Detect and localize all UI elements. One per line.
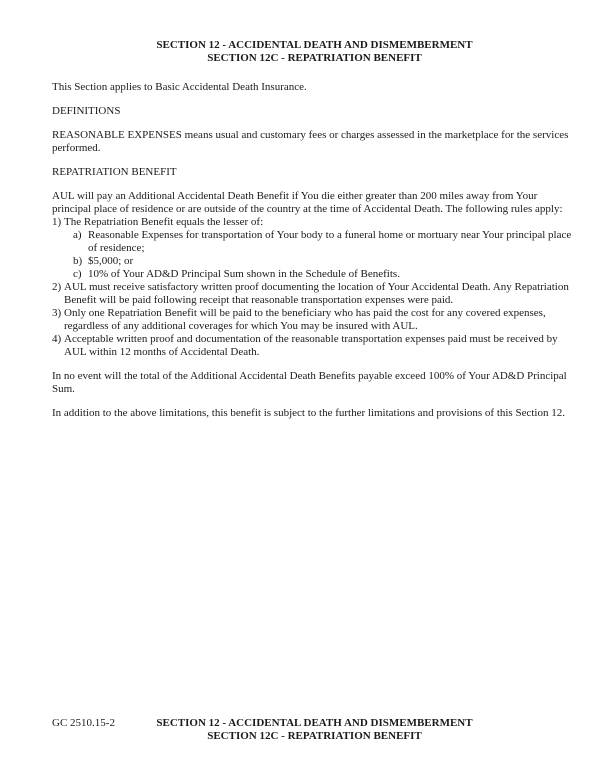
- list-item-text: AUL must receive satisfactory written proof documenting the location of Your Accidental Death. Any Repatriation Benefit will be paid following receipt that reasonable transportation expenses were paid.: [64, 281, 569, 306]
- repatriation-benefit-heading: REPATRIATION BENEFIT: [52, 166, 177, 178]
- closing-paragraph-2: In addition to the above limitations, this benefit is subject to the further limitations and provisions of this Section 12.: [52, 407, 565, 419]
- closing-paragraph-1: In no event will the total of the Additional Accidental Death Benefits payable exceed 100% of Your AD&D Principal Sum.: [52, 370, 567, 395]
- sub-list: [52, 229, 577, 281]
- sub-list-item-text: $5,000; or: [88, 255, 134, 267]
- page-header-line-2: SECTION 12C - REPATRIATION BENEFIT: [207, 52, 422, 64]
- list-item-text: Only one Repatriation Benefit will be paid to the beneficiary who has paid the cost for any covered expenses, regardless of any additional coverages for which You may be insured with AUL.: [64, 307, 546, 332]
- list-item-text: The Repatriation Benefit equals the lesser of:: [64, 216, 264, 228]
- list-item: [52, 333, 577, 359]
- definitions-heading: DEFINITIONS: [52, 105, 121, 117]
- list-item-marker: 1): [52, 216, 62, 228]
- footer-header-line-2: SECTION 12C - REPATRIATION BENEFIT: [207, 730, 422, 742]
- sub-list-item-marker: b): [73, 255, 83, 267]
- sub-list-item: [73, 255, 577, 268]
- list-item-marker: 2): [52, 281, 62, 293]
- list-item: [52, 281, 577, 307]
- list-item-marker: 4): [52, 333, 62, 345]
- list-item: [52, 307, 577, 333]
- list-item-marker: 3): [52, 307, 62, 319]
- footer-header: [52, 717, 577, 743]
- sub-list-item-marker: c): [73, 268, 82, 280]
- form-number: GC 2510.15-2: [52, 717, 115, 729]
- intro-paragraph: This Section applies to Basic Accidental Death Insurance.: [52, 81, 307, 93]
- sub-list-item-marker: a): [73, 229, 82, 241]
- sub-list-item: [73, 229, 577, 255]
- sub-list-item: [73, 268, 577, 281]
- page-header: [52, 39, 577, 65]
- rules-list: [52, 216, 577, 359]
- list-item: [52, 216, 577, 229]
- page-header-line-1: SECTION 12 - ACCIDENTAL DEATH AND DISMEMBERMENT: [156, 39, 473, 51]
- sub-list-item-text: Reasonable Expenses for transportation of Your body to a funeral home or mortuary near Your principal place of residence;: [88, 229, 572, 254]
- sub-list-item-text: 10% of Your AD&D Principal Sum shown in the Schedule of Benefits.: [88, 268, 400, 280]
- list-item-text: Acceptable written proof and documentation of the reasonable transportation expenses paid must be received by AUL within 12 months of Accidental Death.: [64, 333, 558, 358]
- definitions-paragraph: REASONABLE EXPENSES means usual and customary fees or charges assessed in the marketplace for the services performed.: [52, 129, 569, 154]
- benefit-intro-paragraph: AUL will pay an Additional Accidental Death Benefit if You die either greater than 200 miles away from Your principal place of residence or are outside of the country at the time of Accidental Death. The following rules apply:: [52, 190, 563, 215]
- footer-header-line-1: SECTION 12 - ACCIDENTAL DEATH AND DISMEMBERMENT: [156, 717, 473, 729]
- page-footer: [52, 717, 577, 743]
